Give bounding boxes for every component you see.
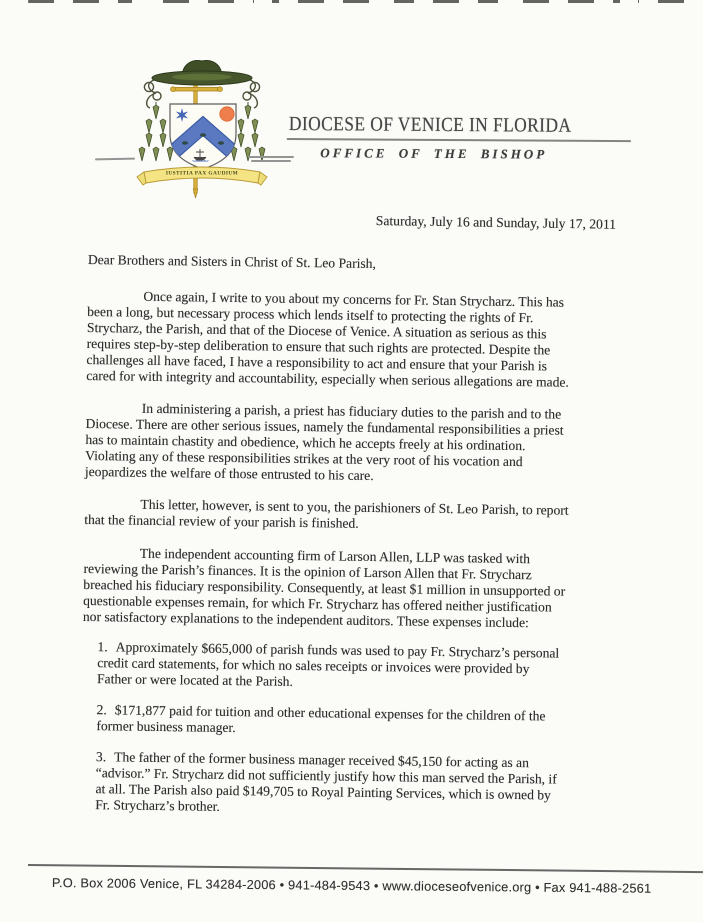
list-item-2: [96, 702, 666, 742]
diocese-crest: [136, 56, 268, 204]
crest-motto-text: IUSTITIA PAX GAUDIUM: [165, 170, 239, 177]
header-rule: [287, 138, 631, 142]
list-item-number: 1.: [97, 639, 108, 655]
letterhead: [287, 113, 639, 163]
salutation: Dear Brothers and Sisters in Christ of St. Leo Parish,: [87, 252, 377, 272]
motto-banner: [137, 167, 267, 185]
diocese-name: DIOCESE OF VENICE IN FLORIDA: [288, 113, 572, 137]
list-item-1: [97, 639, 668, 695]
chevron-mark: [200, 133, 206, 137]
paragraph-2: In administering a parish, a priest has fiduciary duties to the parish and to the Diocese. There are other serious issues, namely the fundamental responsibilities a priest has to maintain chastity and obedience, which he accepts freely at his ordination. Violating any of these responsibilities strikes at the very root of his vocation and jeopardizes the welfare of those entrusted to his care.: [84, 400, 564, 484]
scan-artifact-dash: [95, 158, 135, 161]
paragraph-1: Once again, I write to you about my concerns for Fr. Stan Strycharz. This has been a long, but necessary process which lends itself to protecting the rights of Fr. Strycharz, the Parish, and that of the Diocese of Venice. A situation as serious as this requires step-by-step deliberation to ensure that such rights are protected. Despite the challenges all have faced, I have a responsibility to act and ensure that your Parish is cared for with integrity and accountability, especially when serious allegations are made.: [86, 288, 569, 390]
list-item-number: 3.: [95, 749, 107, 765]
galero-hat: [152, 61, 252, 85]
list-item-3: [95, 749, 666, 821]
chevron-mark: [218, 141, 224, 145]
scanner-artifact-strip: [28, 0, 688, 3]
chevron-mark: [182, 141, 188, 145]
crest-orb: [220, 107, 234, 121]
date-line: Saturday, July 16 and Sunday, July 17, 2011: [375, 213, 617, 232]
list-item-text: Approximately $665,000 of parish funds was used to pay Fr. Strycharz’s personal credit card statements, for which no sales receipts or invoices were provided by Father or were located at the Parish.: [96, 639, 560, 689]
list-item-text: The father of the former business manager received $45,150 for acting as an “advisor.” Fr. Strycharz did not sufficiently justify how this man served the Parish, if at all. The Parish also paid $149,705 to Royal Painting Services, which is owned by Fr. Strycharz’s brother.: [95, 749, 557, 814]
paragraph-3: This letter, however, is sent to you, the parishioners of St. Leo Parish, to report that the financial review of your parish is finished.: [84, 496, 569, 531]
list-item-text: $171,877 paid for tuition and other educational expenses for the children of the former business manager.: [96, 702, 546, 736]
paragraph-4: The independent accounting firm of Larson Allen, LLP was tasked with reviewing the Parish’s finances. It is the opinion of Larson Allen that Fr. Strycharz breached his fiduciary responsibility. Consequently, at least $1 million in unsupported or questionable expenses remain, for which Fr. Strycharz has offered neither justification nor satisfactory explanations to the independent auditors. These expenses include:: [82, 545, 566, 631]
office-of-the-bishop: OFFICE OF THE BISHOP: [320, 145, 548, 162]
scan-artifact-dash: [251, 160, 291, 162]
footer-contact-line: P.O. Box 2006 Venice, FL 34284-2006 • 941-484-9543 • www.dioceseofvenice.org • Fax 941-488-2561: [51, 875, 652, 896]
footer-rule: [28, 864, 703, 873]
list-item-number: 2.: [96, 702, 107, 718]
crest-shield: [162, 104, 244, 169]
letter-body: [80, 252, 673, 821]
